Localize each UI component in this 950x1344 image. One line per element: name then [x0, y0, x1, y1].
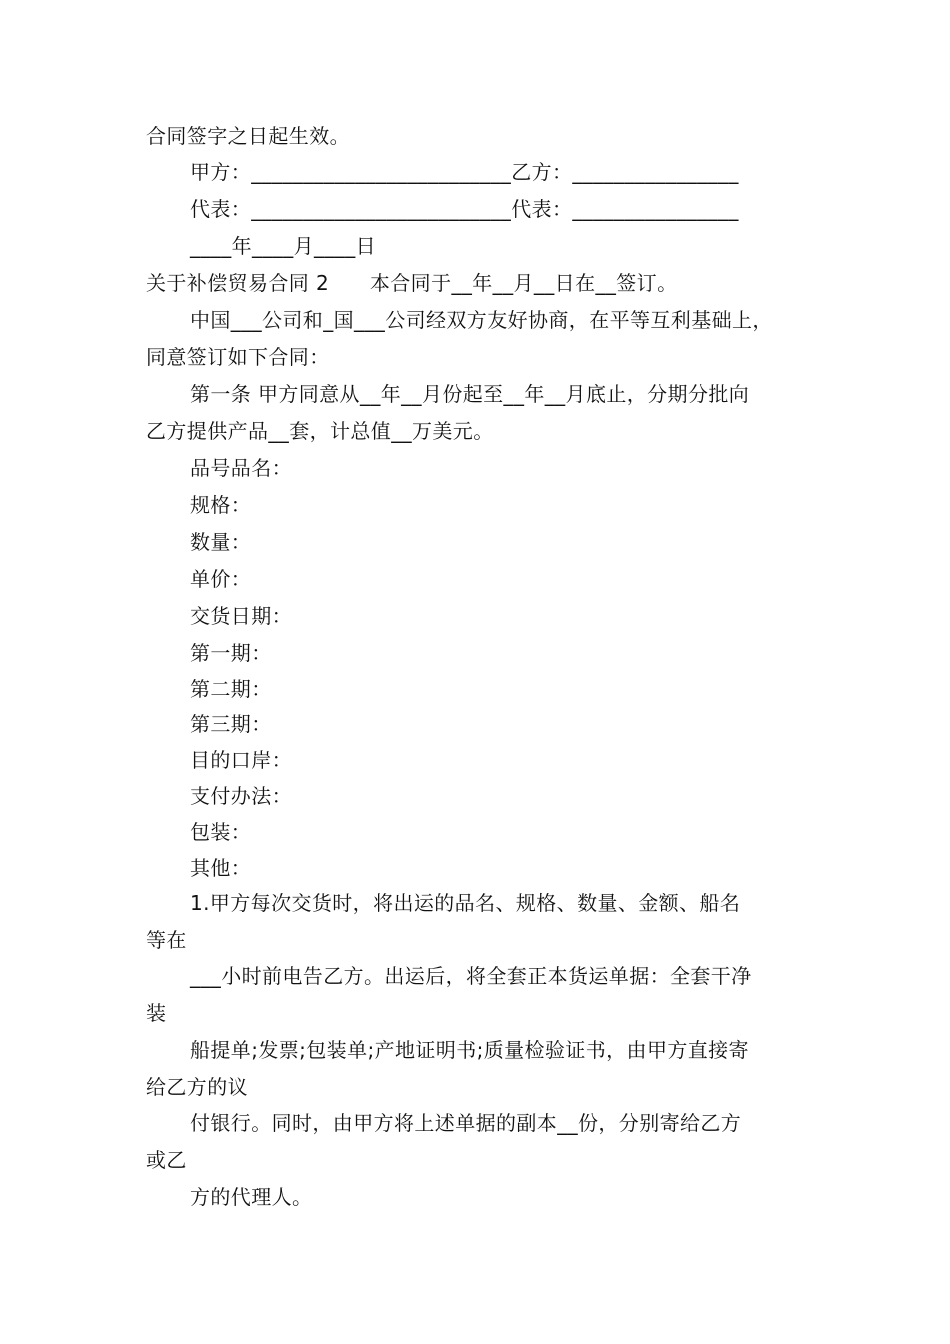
text-line: 合同签字之日起生效。: [146, 124, 350, 148]
field-label: 品号品名：: [190, 456, 292, 480]
text-line: ___小时前电告乙方。出运后，将全套正本货运单据：全套干净: [190, 964, 752, 988]
text-line: 或乙: [146, 1148, 187, 1172]
field-label: 第三期：: [190, 712, 272, 736]
field-label: 交货日期：: [190, 604, 292, 628]
field-label: 第一期：: [190, 641, 272, 665]
text-line: 中国___公司和_国___公司经双方友好协商，在平等互利基础上，: [190, 308, 773, 332]
text-line: 装: [146, 1001, 167, 1025]
text-line: 付银行。同时，由甲方将上述单据的副本__份，分别寄给乙方: [190, 1111, 742, 1135]
text-line: 方的代理人。: [190, 1185, 313, 1209]
text-line: 1.甲方每次交货时，将出运的品名、规格、数量、金额、船名: [190, 891, 741, 915]
field-label: 包装：: [190, 820, 252, 844]
article-one-line: 第一条 甲方同意从__年__月份起至__年__月底止，分期分批向: [190, 382, 750, 406]
text-line: 船提单;发票;包装单;产地证明书;质量检验证书，由甲方直接寄: [190, 1038, 749, 1062]
field-label: 数量：: [190, 530, 252, 554]
text-line: 同意签订如下合同：: [146, 345, 330, 369]
representative-line: 代表：_________________________代表：________________: [190, 197, 739, 221]
text-line: 等在: [146, 928, 187, 952]
text-line: 给乙方的议: [146, 1075, 248, 1099]
date-line: ____年____月____日: [190, 234, 376, 258]
field-label: 单价：: [190, 567, 252, 591]
field-label: 支付办法：: [190, 784, 292, 808]
party-a-b-line: 甲方：_________________________乙方：________________: [190, 160, 739, 184]
field-label: 目的口岸：: [190, 748, 292, 772]
text-line: 乙方提供产品__套，计总值__万美元。: [146, 419, 494, 443]
field-label: 其他：: [190, 856, 252, 880]
field-label: 第二期：: [190, 677, 272, 701]
field-label: 规格：: [190, 493, 252, 517]
contract-title-line: 关于补偿贸易合同 2 本合同于__年__月__日在__签订。: [146, 271, 678, 295]
